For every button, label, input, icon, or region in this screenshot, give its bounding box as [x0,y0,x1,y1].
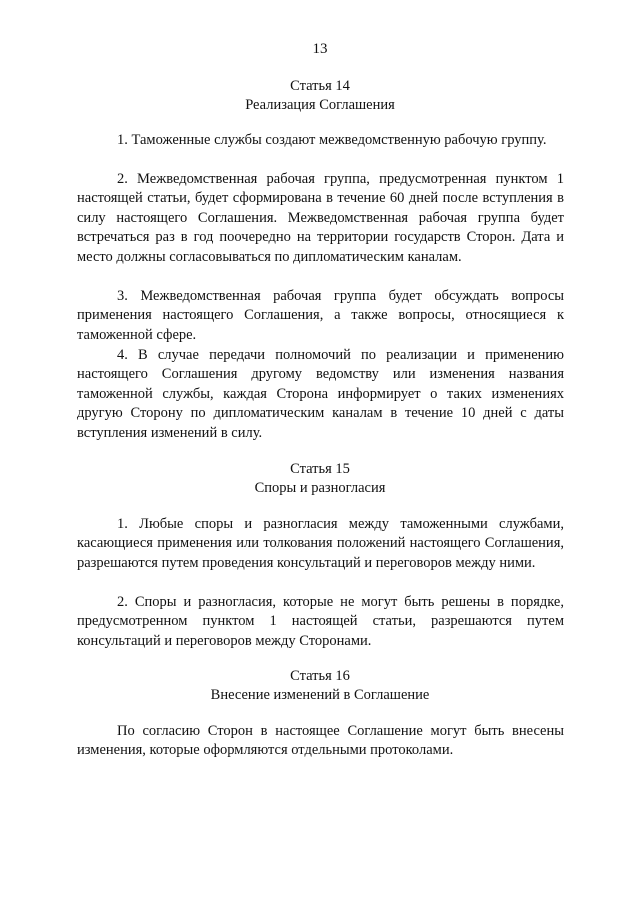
article-16-heading [0,667,640,704]
article-15-paragraph-2: 2. Споры и разногласия, которые не могут быть решены в порядке, предусмотренном пунктом 1 настоящей статьи, разрешаются путем консультаций и переговоров между Сторонами. [77,594,564,649]
article-14-heading [0,77,640,114]
article-number: Статья 15 [290,461,350,477]
article-number: Статья 16 [290,668,350,684]
article-14-paragraph-1: 1. Таможенные службы создают межведомственную рабочую группу. [117,132,547,148]
article-16-paragraph-1: По согласию Сторон в настоящее Соглашение могут быть внесены изменения, которые оформляются отдельными протоколами. [77,723,564,759]
article-14-paragraph-3: 3. Межведомственная рабочая группа будет обсуждать вопросы применения настоящего Соглашения, а также вопросы, относящиеся к таможенной сфере. [77,288,564,343]
article-title: Реализация Соглашения [245,96,395,113]
article-14-paragraph-4: 4. В случае передачи полномочий по реализации и применению настоящего Соглашения другому ведомству или изменения названия таможенной службы, каждая Сторона информирует о таких изменениях другую Сторону по дипломатическим каналам в течение 10 дней с даты вступления изменений в силу. [77,347,564,441]
article-title: Внесение изменений в Соглашение [210,686,430,703]
article-14-paragraph-2: 2. Межведомственная рабочая группа, предусмотренная пунктом 1 настоящей статьи, будет сформирована в течение 60 дней после вступления в силу настоящего Соглашения. Межведомственная рабочая группа будет встречаться раз в год поочередно на территории государств Сторон. Дата и место должны согласовываться по дипломатическим каналам. [77,171,564,265]
article-15-paragraph-1: 1. Любые споры и разногласия между таможенными службами, касающиеся применения или толкования положений настоящего Соглашения, разрешаются путем проведения консультаций и переговоров между ними. [77,516,564,571]
article-number: Статья 14 [290,78,350,94]
article-15-heading [0,460,640,497]
page-number: 13 [312,41,328,57]
article-title: Споры и разногласия [254,479,386,496]
